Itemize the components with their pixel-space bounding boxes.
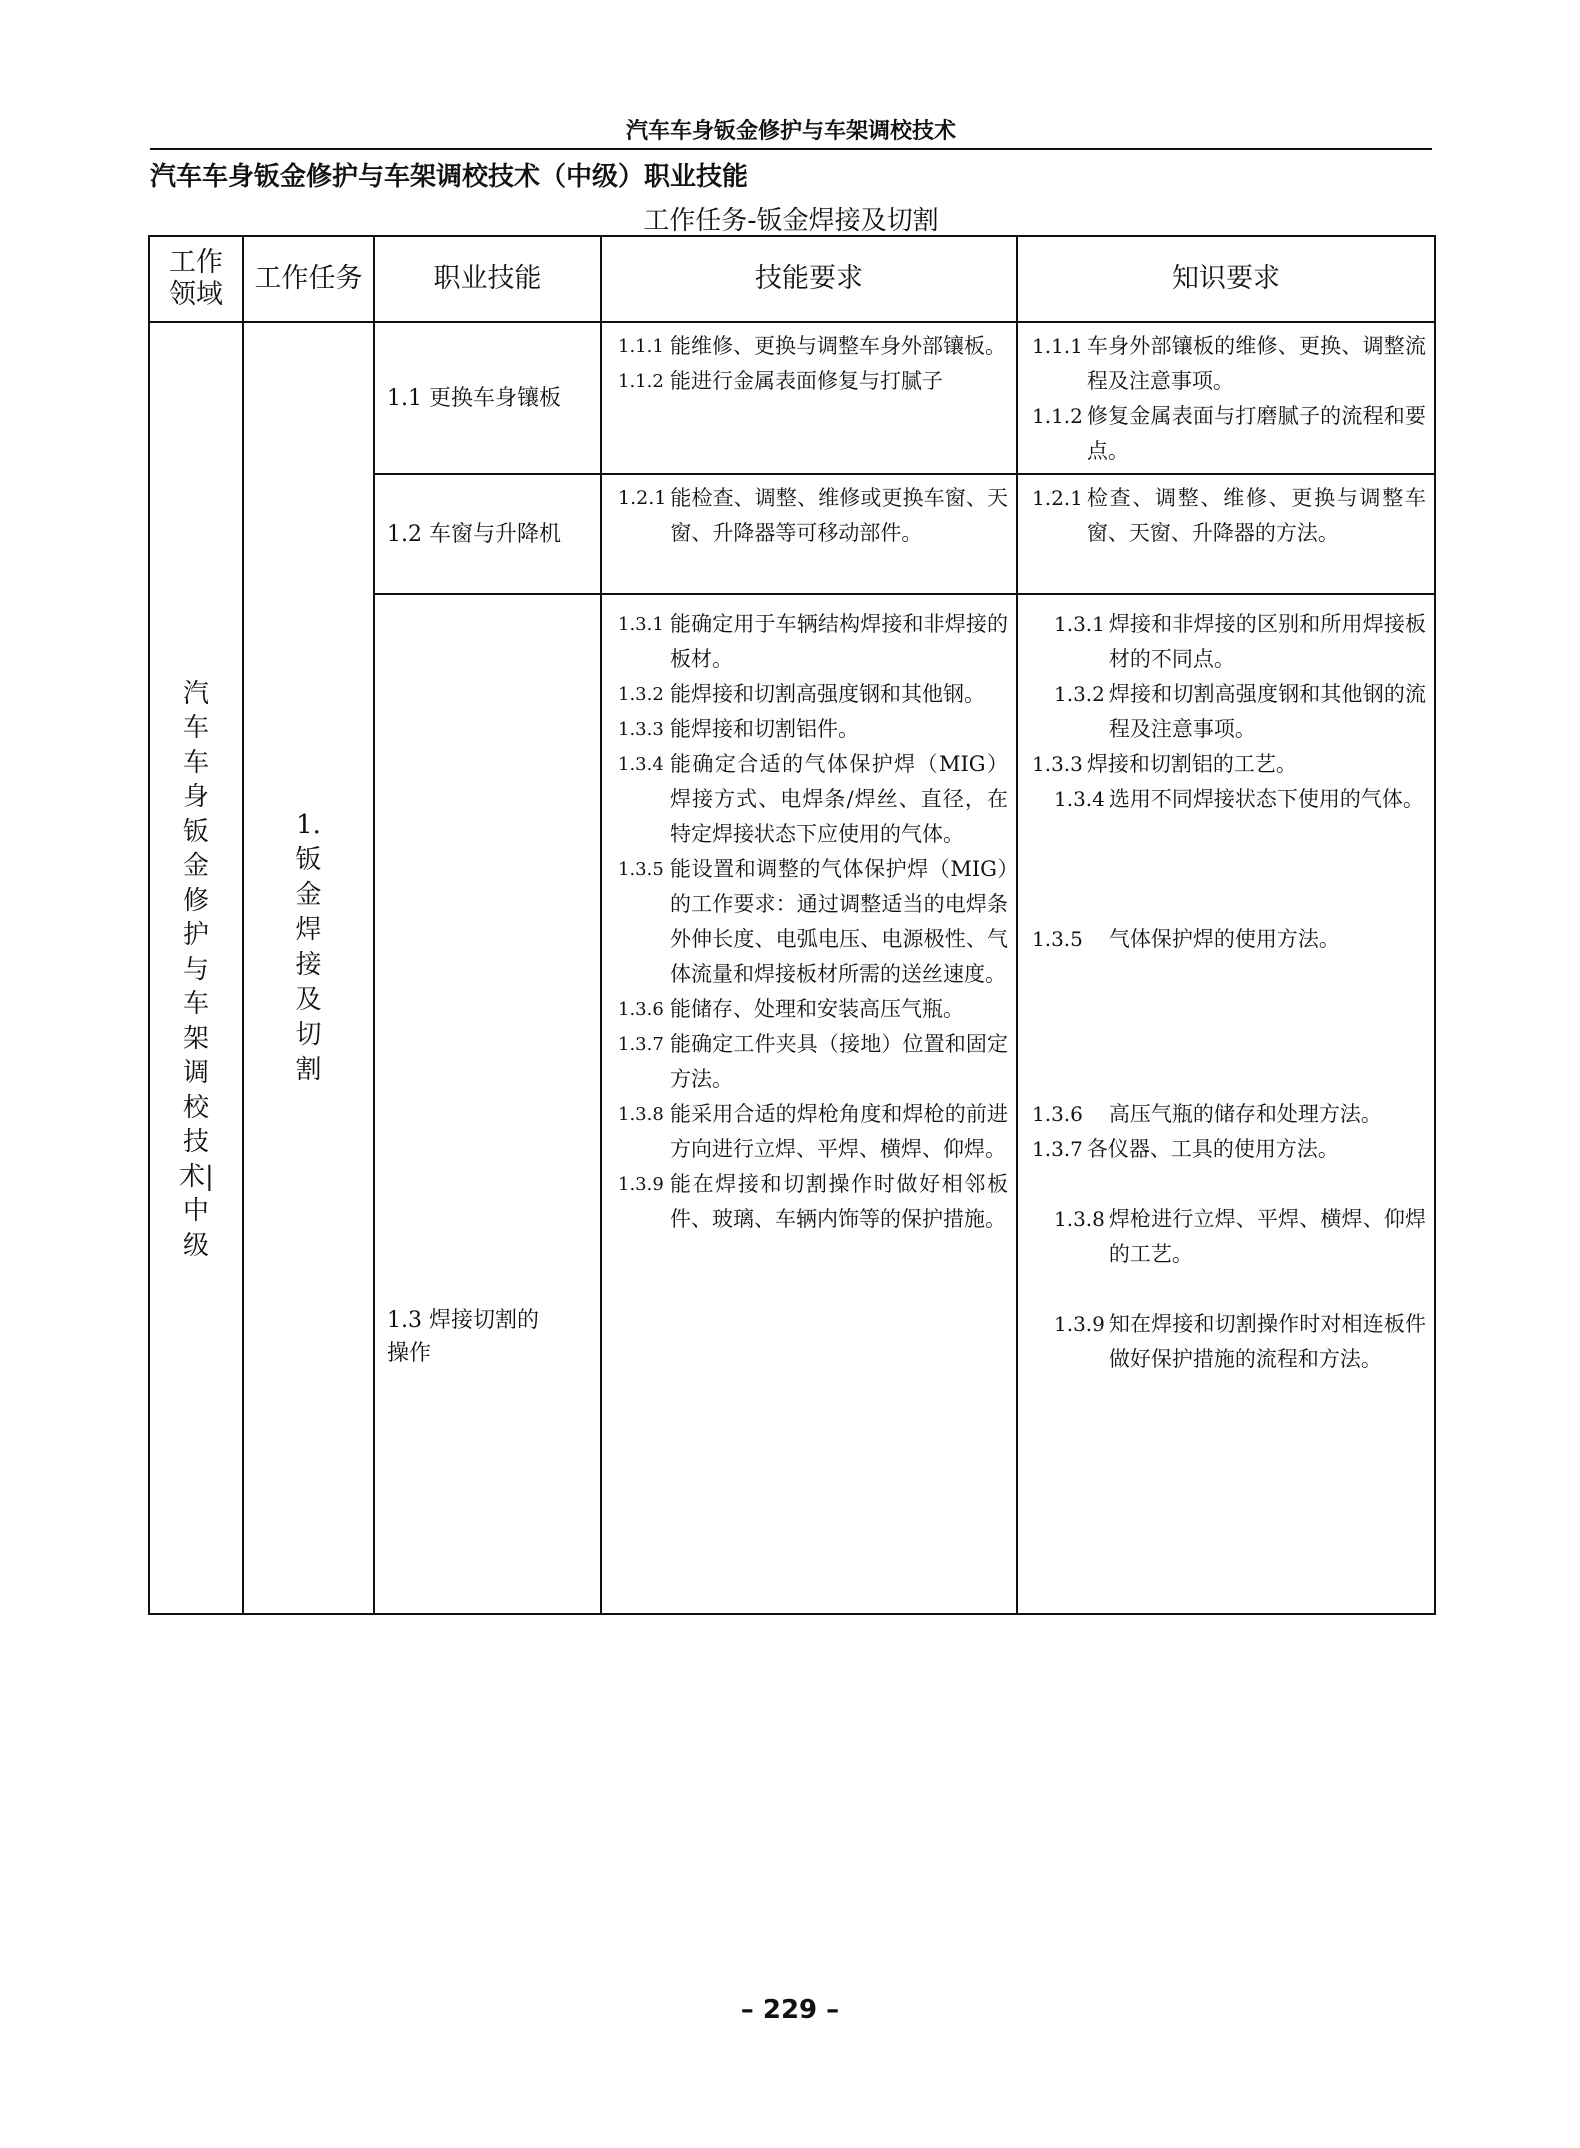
work-domain-cell	[149, 322, 243, 1614]
skill-name: 1.3 焊接切割的操作	[387, 1308, 539, 1366]
requirements-cell	[601, 474, 1017, 594]
header-skill: 职业技能	[374, 236, 601, 322]
section-subtitle: 工作任务-钣金焊接及切割	[643, 206, 939, 236]
skill-cell	[374, 594, 601, 1614]
table-row	[149, 322, 1435, 474]
knowledge-item: 1.1.1 车身外部镶板的维修、更换、调整流程及注意事项。	[1032, 334, 1426, 393]
knowledge-item: 1.3.6 高压气瓶的储存和处理方法。	[1032, 1102, 1382, 1126]
skill-cell	[374, 474, 601, 594]
knowledge-item: 1.2.1 检查、调整、维修、更换与调整车窗、天窗、升降器的方法。	[1032, 486, 1426, 545]
work-task-cell	[243, 322, 374, 1614]
requirement-item: 1.1.1 能维修、更换与调整车身外部镶板。	[618, 334, 1006, 358]
requirement-item: 1.3.9 能在焊接和切割操作时做好相邻板件、玻璃、车辆内饰等的保护措施。	[618, 1172, 1008, 1231]
knowledge-item: 1.3.5 气体保护焊的使用方法。	[1032, 927, 1340, 951]
knowledge-cell	[1017, 474, 1435, 594]
knowledge-cell	[1017, 322, 1435, 474]
knowledge-item: 1.3.4 选用不同焊接状态下使用的气体。	[1054, 787, 1424, 811]
requirement-item: 1.1.2 能进行金属表面修复与打腻子	[618, 369, 943, 393]
knowledge-item: 1.3.2 焊接和切割高强度钢和其他钢的流程及注意事项。	[1054, 682, 1426, 741]
skill-name: 1.2 车窗与升降机	[387, 521, 561, 547]
document-title: 汽车车身钣金修护与车架调校技术（中级）职业技能	[150, 162, 749, 192]
knowledge-item: 1.3.8 焊枪进行立焊、平焊、横焊、仰焊的工艺。	[1054, 1207, 1426, 1266]
skill-name: 1.1 更换车身镶板	[387, 385, 561, 411]
requirement-item: 1.3.2 能焊接和切割高强度钢和其他钢。	[618, 682, 985, 706]
header-rule	[150, 148, 1432, 150]
requirement-item: 1.3.4 能确定合适的气体保护焊（MIG）焊接方式、电焊条/焊丝、直径，在特定焊接状态下应使用的气体。	[618, 752, 1008, 846]
requirement-item: 1.3.3 能焊接和切割铝件。	[618, 717, 859, 741]
header-task: 工作任务	[243, 236, 374, 322]
knowledge-item: 1.3.1 焊接和非焊接的区别和所用焊接板材的不同点。	[1054, 612, 1426, 671]
requirement-item: 1.3.6 能储存、处理和安装高压气瓶。	[618, 997, 964, 1021]
work-domain-text: 汽车车身钣金修护与车架调校技术|中级	[179, 678, 214, 1261]
knowledge-item: 1.3.3 焊接和切割铝的工艺。	[1032, 752, 1297, 776]
header-requirements: 技能要求	[601, 236, 1017, 322]
skill-cell	[374, 322, 601, 474]
page-number: – 229 –	[740, 1995, 840, 2025]
requirement-item: 1.3.1 能确定用于车辆结构焊接和非焊接的板材。	[618, 612, 1008, 671]
knowledge-item: 1.1.2 修复金属表面与打磨腻子的流程和要点。	[1032, 404, 1426, 463]
running-head: 汽车车身钣金修护与车架调校技术	[625, 119, 956, 144]
knowledge-item: 1.3.7 各仪器、工具的使用方法。	[1032, 1137, 1339, 1161]
skills-table	[148, 235, 1436, 1615]
table-header-row	[149, 236, 1435, 322]
requirement-item: 1.3.8 能采用合适的焊枪角度和焊枪的前进方向进行立焊、平焊、横焊、仰焊。	[618, 1102, 1008, 1161]
requirement-item: 1.2.1 能检查、调整、维修或更换车窗、天窗、升降器等可移动部件。	[618, 486, 1008, 545]
requirement-item: 1.3.5 能设置和调整的气体保护焊（MIG）的工作要求：通过调整适当的电焊条外伸长度、电弧电压、电源极性、气体流量和焊接板材所需的送丝速度。	[618, 857, 1008, 986]
knowledge-item: 1.3.9 知在焊接和切割操作时对相连板件做好保护措施的流程和方法。	[1054, 1312, 1426, 1371]
requirement-item: 1.3.7 能确定工件夹具（接地）位置和固定方法。	[618, 1032, 1008, 1091]
header-knowledge: 知识要求	[1017, 236, 1435, 322]
requirements-cell	[601, 322, 1017, 474]
requirements-cell	[601, 594, 1017, 1614]
work-task-text: 1.钣金焊接及切割	[295, 810, 322, 1085]
knowledge-cell	[1017, 594, 1435, 1614]
header-domain: 工作领域	[149, 236, 243, 322]
